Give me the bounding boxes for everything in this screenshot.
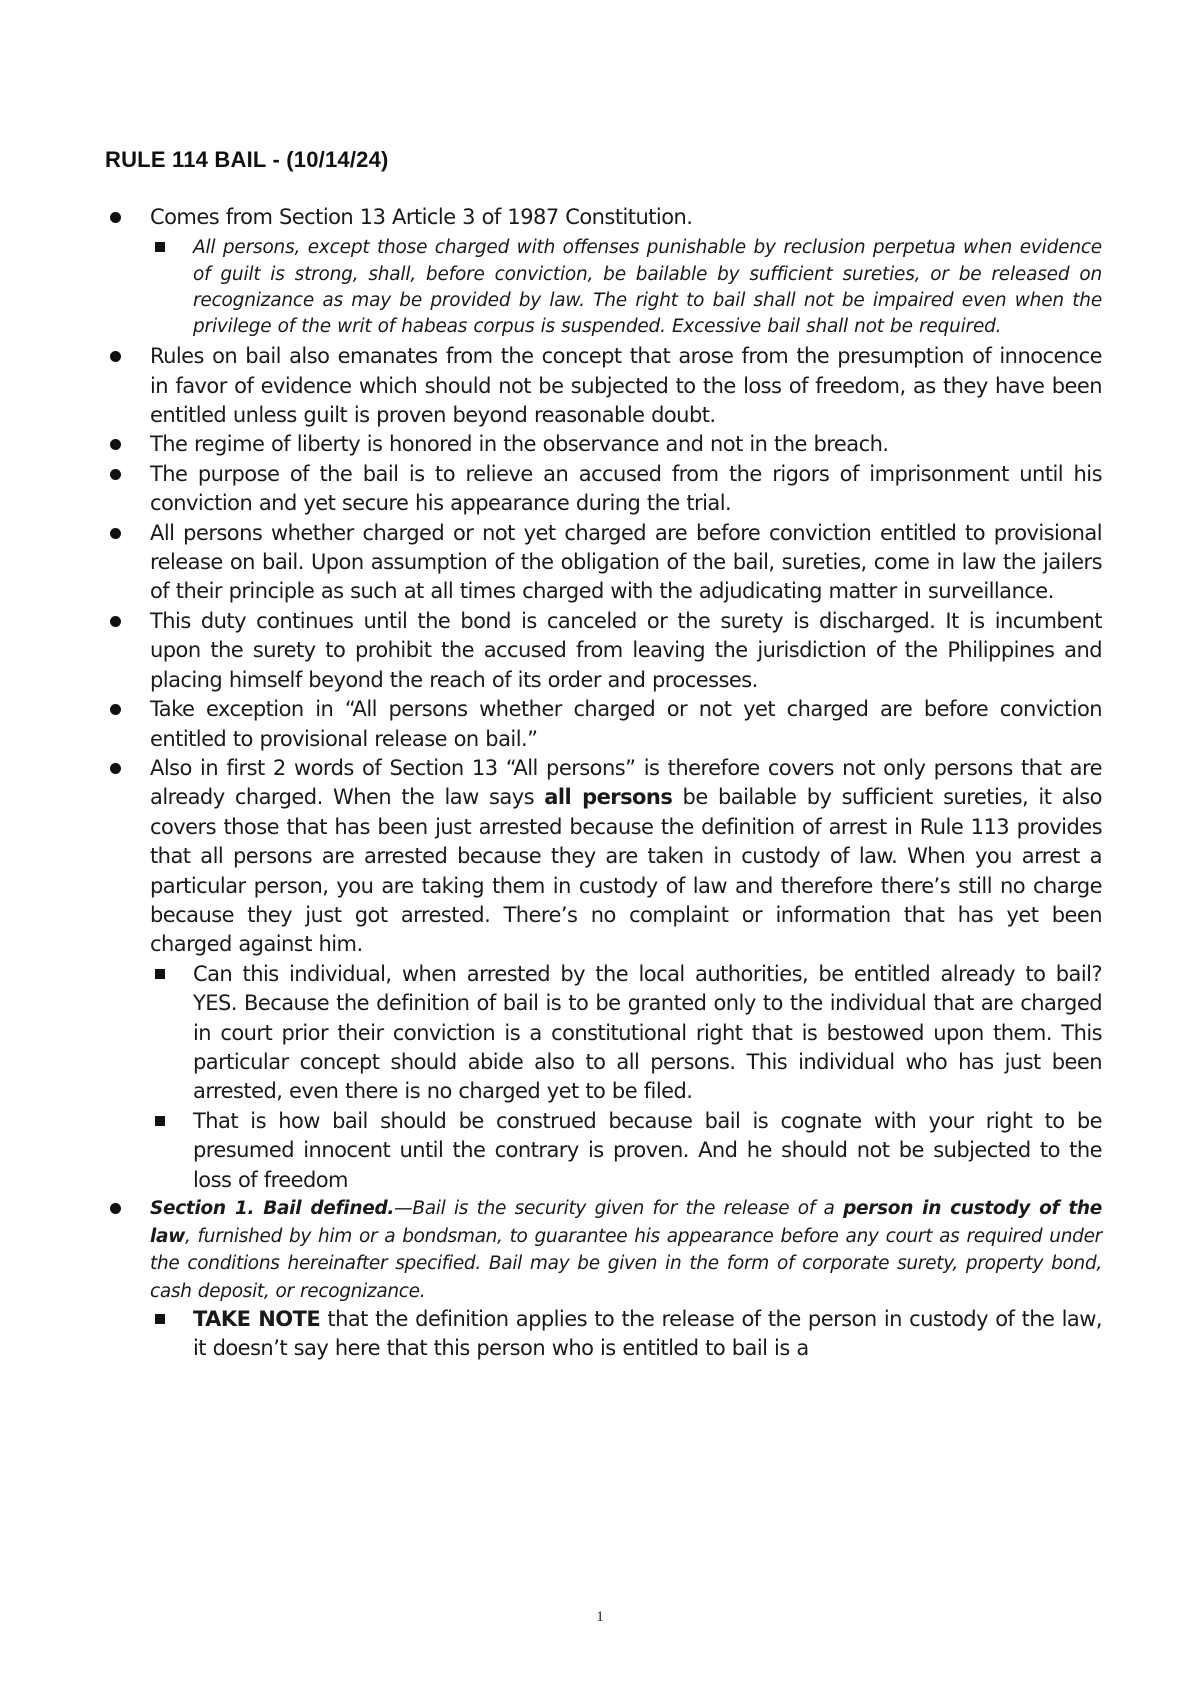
bullet-item bbox=[105, 203, 1102, 232]
bullet-text: Rules on bail also emanates from the concept that arose from the presumption of innocence in favor of evidence which should not be subjected to the loss of freedom, as they have been entitled unless guilt is proven beyond reasonable doubt. bbox=[150, 344, 1102, 428]
section-heading: Section 1. Bail defined. bbox=[150, 1198, 395, 1219]
take-note-label: TAKE NOTE bbox=[193, 1307, 321, 1331]
bullet-item bbox=[105, 607, 1102, 695]
page-number: 1 bbox=[596, 1609, 604, 1625]
bullet-text: The purpose of the bail is to relieve an accused from the rigors of imprisonment until his conviction and yet secure his appearance during the trial. bbox=[150, 461, 1102, 516]
bullet-item bbox=[105, 460, 1102, 519]
bullet-item bbox=[105, 342, 1102, 430]
sub-bullet-item bbox=[150, 1107, 1102, 1195]
bullet-text: This duty continues until the bond is canceled or the surety is discharged. It is incumbent upon the surety to prohibit the accused from leaving the jurisdiction of the Philippines and placing himself beyond the reach of its order and processes. bbox=[150, 608, 1102, 692]
bullet-text-post: be bailable by sufficient sureties, it also covers those that has been just arrested because the definition of arrest in Rule 113 provides that all persons are arrested because they are taken in custody of law. When you arrest a particular person, you are taking them in custody of law and therefore there’s still no charge because they just got arrested. There’s no complaint or information that has yet been charged against him. bbox=[150, 785, 1102, 957]
sub-bullet-text: Can this individual, when arrested by the local authorities, be entitled already to bail? YES. Because the definition of bail is to be granted only to the individual that are charged in court prior their conviction is a constitutional right that is bestowed upon them. This particular concept should abide also to all persons. This individual who has just been arrested, even there is no charged yet to be filed. bbox=[193, 961, 1102, 1104]
bullet-text: Comes from Section 13 Article 3 of 1987 Constitution. bbox=[150, 205, 693, 229]
bullet-item bbox=[105, 430, 1102, 459]
bullet-text: All persons whether charged or not yet charged are before conviction entitled to provisional release on bail. Upon assumption of the obligation of the bail, sureties, come in law the jailers of their principle as such at all times charged with the adjudicating matter in surveillance. bbox=[150, 520, 1102, 604]
section-text-post: , furnished by him or a bondsman, to guarantee his appearance before any court as required under the conditions hereinafter specified. Bail may be given in the form of corporate surety, property bond, cash deposit, or recognizance. bbox=[150, 1225, 1102, 1302]
bold-term: person in custody of the law bbox=[150, 1198, 1102, 1247]
sub-bullet-text: That is how bail should be construed because bail is cognate with your right to be presumed innocent until the contrary is proven. And he should not be subjected to the loss of freedom bbox=[193, 1108, 1102, 1192]
sub-bullet-item bbox=[150, 1305, 1102, 1364]
bullet-item bbox=[105, 1195, 1102, 1305]
constitution-quote: All persons, except those charged with offenses punishable by reclusion perpetua when evidence of guilt is strong, shall, before conviction, be bailable by sufficient sureties, or be released on recognizance as may be provided by law. The right to bail shall not be impaired even when the privilege of the writ of habeas corpus is suspended. Excessive bail shall not be required. bbox=[193, 237, 1102, 338]
sub-bullet-item bbox=[150, 235, 1102, 340]
section-text-pre: —Bail is the security given for the release of a bbox=[394, 1198, 844, 1219]
bullet-text: Take exception in “All persons whether charged or not yet charged are before conviction entitled to provisional release on bail.” bbox=[150, 697, 1102, 751]
bold-term: all persons bbox=[544, 785, 673, 810]
bullet-item bbox=[105, 754, 1102, 960]
sub-bullet-item bbox=[150, 960, 1102, 1107]
bullet-text: The regime of liberty is honored in the observance and not in the breach. bbox=[150, 432, 889, 457]
page-title: RULE 114 BAIL - (10/14/24) bbox=[105, 147, 389, 172]
sub-bullet-text: that the definition applies to the release of the person in custody of the law, it doesn’t say here that this person who is entitled to bail is a bbox=[193, 1307, 1102, 1361]
document-body bbox=[105, 203, 1102, 1364]
bullet-item bbox=[105, 519, 1102, 607]
bullet-item bbox=[105, 695, 1102, 754]
bullet-text-pre: Also in first 2 words of Section 13 “All persons” is therefore covers not only persons that are already charged. When the law says bbox=[150, 755, 1102, 810]
